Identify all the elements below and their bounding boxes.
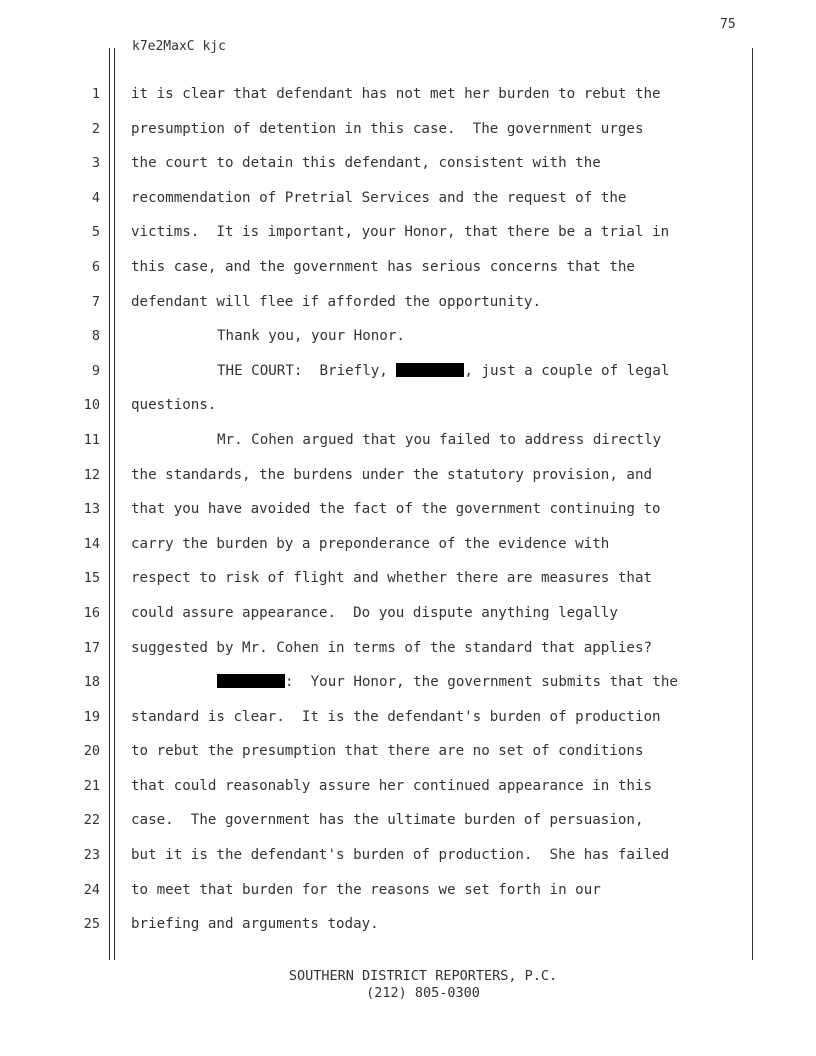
footer-phone: (212) 805-0300 <box>366 985 480 1001</box>
line-number: 10 <box>83 397 100 414</box>
transcript-line: the standards, the burdens under the statutory provision, and <box>131 466 653 483</box>
line-number: 6 <box>91 258 100 275</box>
line-number: 14 <box>83 535 100 552</box>
line-number: 5 <box>91 224 100 241</box>
line-text: THE COURT: Briefly, <box>217 362 397 379</box>
transcript-line: victims. It is important, your Honor, that there be a trial in <box>131 224 670 241</box>
transcript-line: to meet that burden for the reasons we set forth in our <box>131 881 601 898</box>
transcript-line: the court to detain this defendant, consistent with the <box>131 155 601 172</box>
line-text: , just a couple of legal <box>464 362 670 379</box>
redaction-block <box>217 674 285 688</box>
transcript-line: this case, and the government has serious concerns that the <box>131 258 635 275</box>
line-number: 1 <box>91 86 100 102</box>
line-text: : Your Honor, the government submits that the <box>285 674 678 691</box>
redaction-block <box>396 363 464 377</box>
transcript-line: Thank you, your Honor. <box>217 328 405 345</box>
transcript-line <box>131 665 746 700</box>
right-margin-rule <box>752 48 753 960</box>
footer-reporter: SOUTHERN DISTRICT REPORTERS, P.C. <box>288 968 558 984</box>
line-number: 21 <box>83 777 100 794</box>
left-margin-rule-outer <box>109 48 110 960</box>
transcript-line: questions. <box>131 397 217 414</box>
transcript-line: it is clear that defendant has not met her burden to rebut the <box>131 86 661 102</box>
footer <box>0 968 816 1002</box>
line-number: 3 <box>91 155 100 172</box>
line-number: 4 <box>91 189 100 206</box>
line-number: 11 <box>83 431 100 448</box>
transcript-body <box>131 77 746 942</box>
line-number: 13 <box>83 501 100 518</box>
transcript-line: case. The government has the ultimate burden of persuasion, <box>131 812 644 829</box>
transcript-line: defendant will flee if afforded the opportunity. <box>131 293 541 310</box>
line-number: 25 <box>83 916 100 933</box>
header-code: k7e2MaxC kjc <box>132 39 226 54</box>
transcript-line: suggested by Mr. Cohen in terms of the standard that applies? <box>131 639 653 656</box>
transcript-line <box>131 354 746 389</box>
line-numbers <box>64 77 100 942</box>
line-number: 9 <box>91 362 100 379</box>
transcript-line: carry the burden by a preponderance of the evidence with <box>131 535 610 552</box>
transcript-line: that could reasonably assure her continued appearance in this <box>131 777 653 794</box>
line-number: 23 <box>83 847 100 864</box>
line-number: 24 <box>83 881 100 898</box>
left-margin-rule-inner <box>114 48 115 960</box>
line-number: 19 <box>83 708 100 725</box>
line-number: 20 <box>83 743 100 760</box>
line-number: 22 <box>83 812 100 829</box>
transcript-line: presumption of detention in this case. The government urges <box>131 120 644 137</box>
line-number: 7 <box>91 293 100 310</box>
transcript-line: briefing and arguments today. <box>131 916 379 933</box>
line-number: 8 <box>91 328 100 345</box>
transcript-line: Mr. Cohen argued that you failed to address directly <box>217 431 662 448</box>
line-number: 18 <box>83 674 100 691</box>
line-number: 16 <box>83 604 100 621</box>
transcript-line: standard is clear. It is the defendant's burden of production <box>131 708 661 725</box>
transcript-line: that you have avoided the fact of the government continuing to <box>131 501 661 518</box>
page-number: 75 <box>720 17 736 32</box>
transcript-line: but it is the defendant's burden of production. She has failed <box>131 847 670 864</box>
line-number: 12 <box>83 466 100 483</box>
transcript-line: recommendation of Pretrial Services and the request of the <box>131 189 627 206</box>
line-number: 17 <box>83 639 100 656</box>
transcript-line: could assure appearance. Do you dispute anything legally <box>131 604 618 621</box>
line-number: 2 <box>91 120 100 137</box>
line-number: 15 <box>83 570 100 587</box>
transcript-line: respect to risk of flight and whether there are measures that <box>131 570 653 587</box>
transcript-line: to rebut the presumption that there are no set of conditions <box>131 743 644 760</box>
